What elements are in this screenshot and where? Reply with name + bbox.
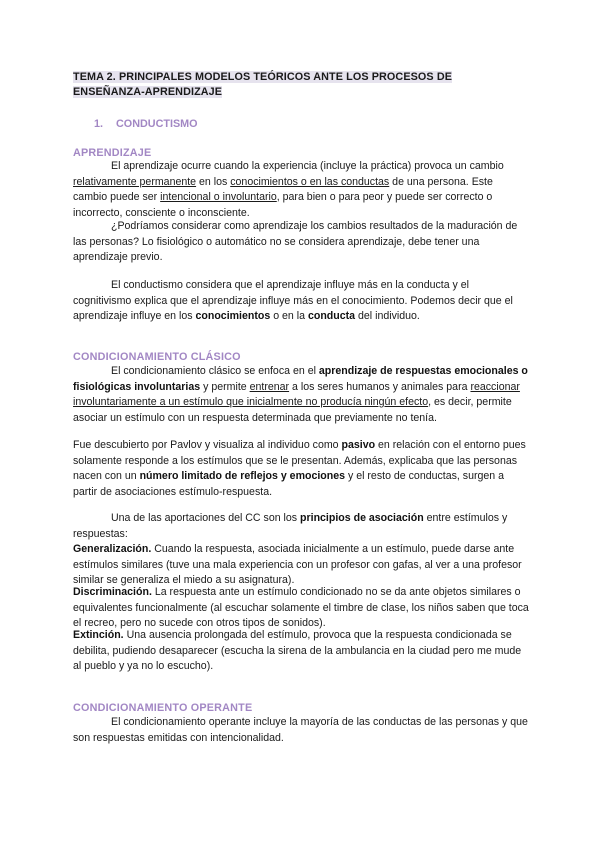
underlined-term: intencional o involuntario — [160, 191, 277, 203]
heading-label: CONDUCTISMO — [116, 118, 198, 130]
paragraph-aprendizaje-definicion: El aprendizaje ocurre cuando la experiencia (incluye la práctica) provoca un cambio relativamente permanente en los conocimientos o en las conductas de una persona. Este cambio puede ser intencional o involuntario, para bien o para peor y puede ser correcto o incorrecto, consciente o inconsciente. — [73, 160, 504, 219]
bold-term: Generalización. — [73, 543, 152, 555]
paragraph-maduracion: ¿Podríamos considerar como aprendizaje los cambios resultados de la maduración de las personas? Lo fisiológico o automático no se considera aprendizaje, debe tener una aprendizaje previo. — [73, 220, 518, 263]
paragraph-extincion: Extinción. Una ausencia prolongada del estímulo, provoca que la respuesta condicionada se debilita, pudiendo desaparecer (escucha la sirena de la ambulancia en la ciudad pero me mude al pueblo y ya no lo escucho). — [73, 629, 522, 672]
paragraph-operante: El condicionamiento operante incluye la mayoría de las conductas de las personas y que son respuestas emitidas con intencionalidad. — [73, 716, 528, 744]
bold-term: pasivo — [341, 439, 376, 451]
heading-conductismo — [94, 117, 198, 133]
underlined-term: conocimientos o en las conductas — [230, 175, 390, 188]
bold-term: Extinción. — [73, 629, 124, 641]
paragraph-conductismo-cognitivismo: El conductismo considera que el aprendizaje influye más en la conducta y el cognitivismo explica que el aprendizaje influye más en el conocimiento. Podemos decir que el aprendizaje influye en los conocimientos o en la conducta del individuo. — [73, 279, 513, 322]
document-title — [73, 70, 533, 100]
underlined-term: reaccionar involuntariamente a un estímulo que inicialmente no producía ningún efecto — [73, 380, 520, 408]
paragraph-pavlov: Fue descubierto por Pavlov y visualiza al individuo como pasivo en relación con el entorno pues solamente responde a los estímulos que se le presentan. Además, explicaba que las personas nacen con un número limitado de reflejos y emociones y el resto de conductas, surgen a partir de asociaciones estímulo-respuesta. — [73, 439, 526, 498]
title-line-1: TEMA 2. PRINCIPALES MODELOS TEÓRICOS ANTE LOS PROCESOS DE — [73, 71, 453, 83]
bold-term: número limitado de reflejos y emociones — [139, 470, 346, 482]
paragraph-generalizacion: Generalización. Cuando la respuesta, asociada inicialmente a un estímulo, puede darse ante estímulos similares (tuve una mala experiencia con un profesor con gafas, al ver a una profesor similar se generaliza el miedo a su asignatura). — [73, 543, 522, 586]
paragraph-principios-asociacion: Una de las aportaciones del CC son los principios de asociación entre estímulos y respuestas: — [73, 512, 508, 540]
section-heading-operante: CONDICIONAMIENTO OPERANTE — [73, 702, 253, 714]
bold-term: conducta — [307, 310, 356, 322]
bold-term: principios de asociación — [300, 512, 424, 524]
paragraph-discriminacion: Discriminación. La respuesta ante un estímulo condicionado no se da ante objetos similares o equivalentes funcionalmente (al escuchar solamente el timbre de clase, los niños saben que toca el recreo, pero no sucede con otros tipos de sonidos). — [73, 586, 529, 629]
title-line-2: ENSEÑANZA-APRENDIZAJE — [73, 86, 223, 98]
section-heading-clasico: CONDICIONAMIENTO CLÁSICO — [73, 351, 241, 363]
section-heading-aprendizaje: APRENDIZAJE — [73, 147, 152, 159]
bold-term: aprendizaje de respuestas emocionales o fisiológicas involuntarias — [73, 365, 528, 393]
underlined-term: relativamente permanente — [73, 175, 197, 188]
paragraph-clasico-definicion: El condicionamiento clásico se enfoca en el aprendizaje de respuestas emocionales o fisiológicas involuntarias y permite entrenar a los seres humanos y animales para reaccionar involuntariamente a un estímulo que inicialmente no producía ningún efecto, es decir, permite asociar un estímulo con un respuesta determinada que previamente no tenía. — [73, 365, 528, 424]
bold-term: conocimientos — [195, 310, 271, 322]
bold-term: Discriminación. — [73, 586, 152, 598]
heading-number: 1. — [94, 118, 104, 130]
underlined-term: entrenar — [249, 380, 290, 393]
